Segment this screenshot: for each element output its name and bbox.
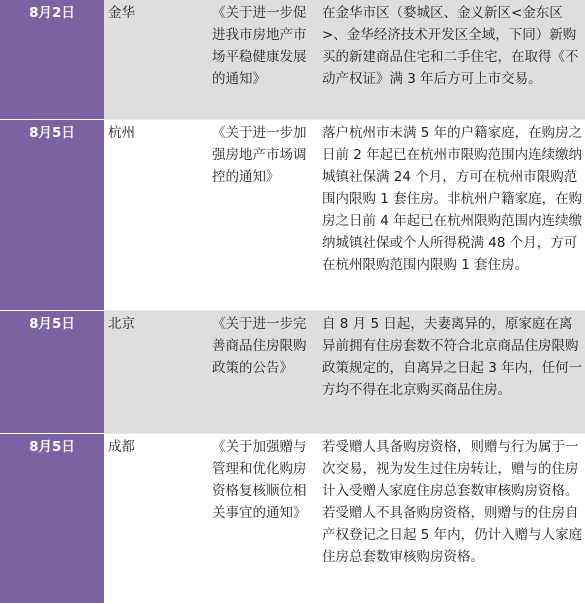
document-cell <box>206 434 318 604</box>
city-cell <box>104 0 206 120</box>
date-cell <box>0 0 104 120</box>
document-cell <box>206 0 318 120</box>
table-row <box>0 0 585 120</box>
policy-content: 若受赠人具备购房资格，则赠与行为属于一次交易，视为发生过住房转让，赠与的住房计入受赠人家庭住房总套数审核购房资格。若受赠人不具备购房资格，则赠与的住房自产权登记之日起 5 年内，仍计入赠与人家庭住房总套数审核购房资格。 <box>322 439 583 565</box>
date-cell <box>0 120 104 311</box>
table-row <box>0 434 585 604</box>
city-text: 杭州 <box>108 125 135 141</box>
policy-content: 在金华市区（婺城区、金义新区<金东区>、金华经济技术开发区全域，下同）新购买的新建商品住宅和二手住宅，在取得《不动产权证》满 3 年后方可上市交易。 <box>322 5 579 87</box>
date-text: 8月5日 <box>29 439 75 455</box>
policy-content-cell <box>318 120 585 311</box>
document-cell <box>206 120 318 311</box>
policy-content-cell <box>318 311 585 434</box>
date-text: 8月5日 <box>29 125 75 141</box>
date-cell <box>0 311 104 434</box>
city-cell <box>104 434 206 604</box>
city-text: 北京 <box>108 316 135 332</box>
city-text: 成都 <box>108 439 135 455</box>
date-text: 8月5日 <box>29 316 75 332</box>
document-title: 《关于进一步完善商品住房限购政策的公告》 <box>212 316 307 376</box>
city-text: 金华 <box>108 5 135 21</box>
date-cell <box>0 434 104 604</box>
policy-content: 落户杭州市未满 5 年的户籍家庭，在购房之日前 2 年起已在杭州市限购范围内连续缴纳城镇社保满 24 个月，方可在杭州市限购范围内限购 1 套住房。非杭州户籍家庭，在购房之日前 4 年起已在杭州限购范围内连续缴纳城镇社保或个人所得税满 48 个月，方可在杭州限购范围内限购 1 套住房。 <box>322 125 583 273</box>
city-cell <box>104 311 206 434</box>
table-row <box>0 311 585 434</box>
city-cell <box>104 120 206 311</box>
document-title: 《关于进一步促进我市房地产市场平稳健康发展的通知》 <box>212 5 307 87</box>
policy-content-cell <box>318 434 585 604</box>
document-cell <box>206 311 318 434</box>
date-text: 8月2日 <box>29 5 75 21</box>
document-title: 《关于进一步加强房地产市场调控的通知》 <box>212 125 307 185</box>
policy-content-cell <box>318 0 585 120</box>
document-title: 《关于加强赠与管理和优化购房资格复核顺位相关事宜的通知》 <box>212 439 307 521</box>
table-row <box>0 120 585 311</box>
policy-content: 自 8 月 5 日起，夫妻离异的，原家庭在离异前拥有住房套数不符合北京商品住房限购政策规定的，自离异之日起 3 年内，任何一方均不得在北京购买商品住房。 <box>322 316 583 398</box>
